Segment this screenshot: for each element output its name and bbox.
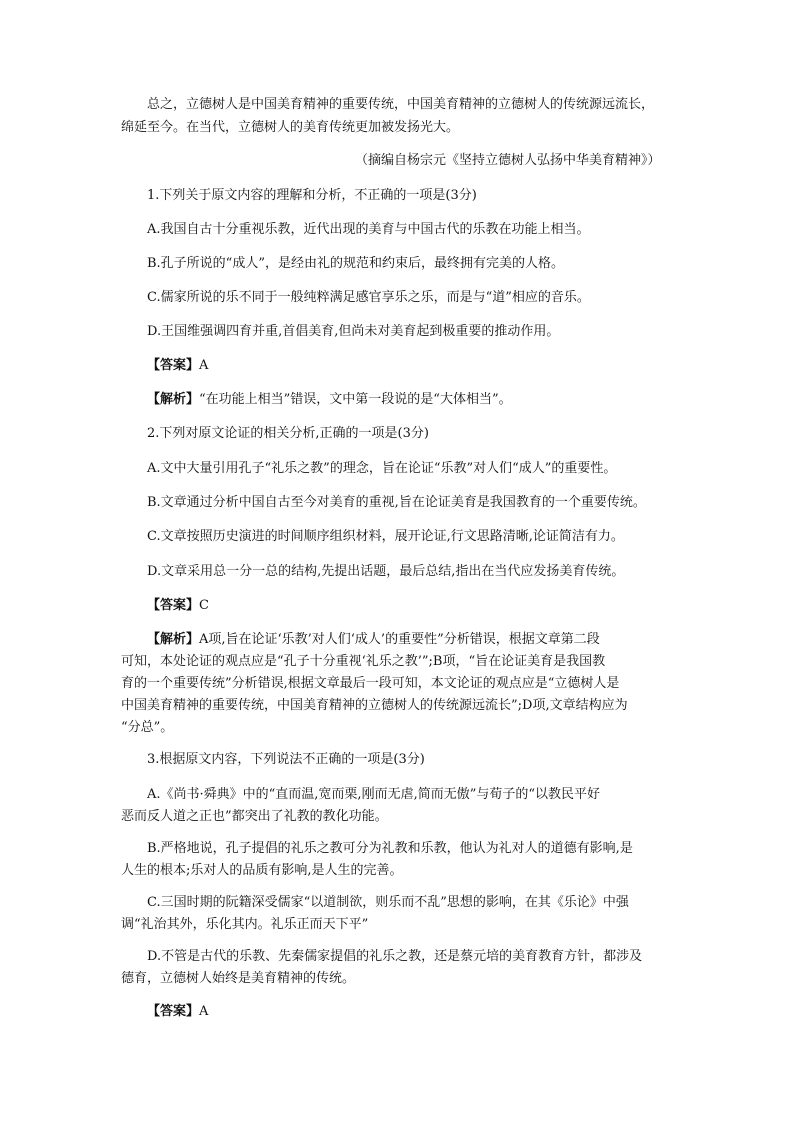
q3-option-b-line-2: 人生的根本;乐对人的品质有影响,是人生的完善。 (121, 863, 403, 878)
q3-option-a-line-1: A.《尚书·舜典》中的“直而温,宽而栗,刚而无虐,简而无傲”与荀子的“以教民平好 (147, 787, 600, 802)
q3-option-a-line-2: 恶而反人道之正也”都突出了礼教的教化功能。 (121, 809, 388, 824)
answer-label: 【答案】 (147, 598, 200, 613)
q1-analysis (147, 390, 707, 410)
q1-option-d: D.王国维强调四育并重,首倡美育,但尚未对美育起到极重要的推动作用。 (147, 324, 560, 339)
q3-option-b-line-1: B.严格地说，孔子提倡的礼乐之教可分为礼教和乐教，他认为礼对人的道德有影响,是 (147, 841, 633, 856)
summary-line-1: 总之，立德树人是中国美育精神的重要传统，中国美育精神的立德树人的传统源远流长， (147, 97, 655, 112)
q2-analysis-line-4: 中国美育精神的重要传统，中国美育精神的立德树人的传统源远流长”;D项,文章结构应为 (121, 698, 628, 713)
answer-value: C (199, 598, 209, 613)
q3-option-d-line-1: D.不管是古代的乐教、先秦儒家提倡的礼乐之教，还是蔡元培的美育教育方针，都涉及 (147, 949, 643, 964)
q3-stem: 3.根据原文内容，下列说法不正确的一项是(3分) (147, 752, 425, 767)
analysis-text: A项,旨在论证‘乐教’对人们‘成人’的重要性”分析错误，根据文章第二段 (199, 632, 600, 647)
q2-option-d: D.文章采用总一分一总的结构,先提出话题，最后总结,指出在当代应发扬美育传统。 (147, 564, 625, 579)
q3-option-c-line-1: C.三国时期的阮籍深受儒家“以道制欲，则乐而不乱”思想的影响，在其《乐论》中强 (147, 895, 629, 910)
q2-analysis-line-3: 育的一个重要传统”分析错误,根据文章最后一段可知，本文论证的观点应是“立德树人是 (121, 676, 620, 691)
answer-value: A (199, 358, 209, 373)
q3-answer (147, 1002, 707, 1022)
q2-analysis-line-1 (147, 630, 707, 650)
q2-analysis-line-5: “分总”。 (121, 720, 174, 735)
analysis-text: “在功能上相当”错误，文中第一段说的是“大体相当”。 (199, 392, 512, 407)
q1-stem: 1.下列关于原文内容的理解和分析，不正确的一项是(3分) (147, 188, 477, 203)
q2-option-a: A.文中大量引用孔子“礼乐之教”的理念，旨在论证“乐教”对人们“成人”的重要性。 (147, 461, 617, 476)
q2-answer (147, 596, 707, 616)
analysis-label: 【解析】 (147, 632, 200, 647)
q2-option-c: C.文章按照历史演进的时间顺序组织材料，展开论证,行文思路清晰,论证简洁有力。 (147, 529, 624, 544)
summary-line-2: 绵延至今。在当代，立德树人的美育传统更加被发扬光大。 (121, 120, 460, 135)
q1-option-a: A.我国自古十分重视乐教，近代出现的美育与中国古代的乐教在功能上相当。 (147, 222, 590, 237)
answer-label: 【答案】 (147, 358, 200, 373)
answer-label: 【答案】 (147, 1004, 200, 1019)
passage-source: （摘编自杨宗元《坚持立德树人弘扬中华美育精神》） (355, 153, 661, 168)
q1-option-b: B.孔子所说的“成人”，是经由礼的规范和约束后，最终拥有完美的人格。 (147, 256, 564, 271)
analysis-label: 【解析】 (147, 392, 200, 407)
q2-option-b: B.文章通过分析中国自古至今对美育的重视,旨在论证美育是我国教育的一个重要传统。 (147, 495, 646, 510)
answer-value: A (199, 1004, 209, 1019)
q2-analysis-line-2: 可知，本处论证的观点应是“孔子十分重视‘礼乐之教’”;B项，“旨在论证美育是我国教 (121, 654, 606, 669)
q1-option-c: C.儒家所说的乐不同于一般纯粹满足感官享乐之乐，而是与“道”相应的音乐。 (147, 290, 590, 305)
q1-answer (147, 356, 707, 376)
q3-option-c-line-2: 调“礼治其外，乐化其内。礼乐正而天下平” (121, 917, 369, 932)
q3-option-d-line-2: 德育，立德树人始终是美育精神的传统。 (121, 971, 356, 986)
q2-stem: 2.下列对原文论证的相关分析,正确的一项是(3分) (147, 426, 429, 441)
